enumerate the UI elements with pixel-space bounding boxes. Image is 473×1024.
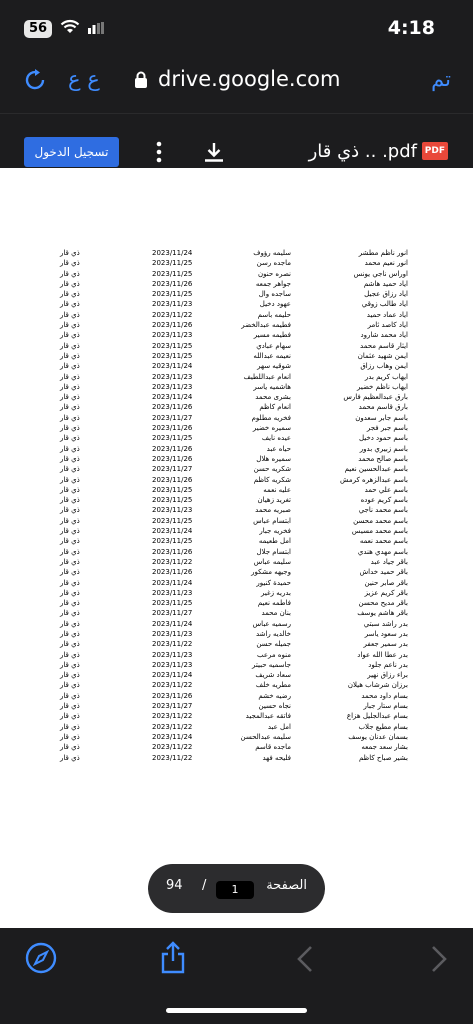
record-governorate: ذي قار xyxy=(60,465,80,474)
record-date: 2023/11/22 xyxy=(152,712,193,721)
record-governorate: ذي قار xyxy=(60,362,80,371)
record-mother-name: ابتسام جلال xyxy=(256,547,291,556)
table-row xyxy=(0,692,473,702)
record-mother-name: سليمه رؤوف xyxy=(253,249,291,257)
table-row xyxy=(0,579,473,589)
record-name: انور ناظم مطشر xyxy=(358,249,408,257)
record-mother-name: سهام عبادي xyxy=(256,341,291,350)
record-mother-name: بدريه زغير xyxy=(261,588,291,597)
page-separator: / xyxy=(202,878,207,893)
record-mother-name: نجاه حسين xyxy=(258,702,291,711)
download-icon[interactable] xyxy=(203,141,225,163)
page-indicator xyxy=(148,864,325,913)
table-row xyxy=(0,383,473,393)
record-name: باسم زبيري بدور xyxy=(359,444,408,453)
record-governorate: ذي قار xyxy=(60,434,80,443)
record-name: بدر عطا الله عواد xyxy=(357,650,408,659)
record-mother-name: ماجده قاسم xyxy=(255,743,291,752)
record-name: انور نعيم محمد xyxy=(364,259,408,268)
record-mother-name: ماجده رسن xyxy=(256,259,291,268)
record-name: باقر كريم عزيز xyxy=(364,588,408,597)
record-governorate: ذي قار xyxy=(60,372,80,381)
record-name: اياد عماد حميد xyxy=(366,310,408,319)
table-row xyxy=(0,486,473,496)
table-row xyxy=(0,599,473,609)
record-name: بدر ناعم جلود xyxy=(368,660,408,669)
record-name: باسم علي حمد xyxy=(364,485,408,494)
table-row xyxy=(0,445,473,455)
record-date: 2023/11/24 xyxy=(152,249,193,257)
record-mother-name: مطريه خلف xyxy=(255,681,291,690)
record-governorate: ذي قار xyxy=(60,712,80,721)
table-row xyxy=(0,671,473,681)
record-governorate: ذي قار xyxy=(60,351,80,360)
reader-text-size-button[interactable]: ع ع xyxy=(68,67,100,91)
record-date: 2023/11/22 xyxy=(152,640,193,649)
record-mother-name: عليه نعمه xyxy=(263,485,291,494)
table-row xyxy=(0,620,473,630)
record-date: 2023/11/25 xyxy=(152,537,193,546)
table-row xyxy=(0,280,473,290)
record-name: اياد كاصد ثامر xyxy=(367,321,408,330)
record-date: 2023/11/25 xyxy=(152,351,193,360)
record-governorate: ذي قار xyxy=(60,547,80,556)
table-row xyxy=(0,743,473,753)
pdf-page[interactable] xyxy=(0,168,473,928)
record-governorate: ذي قار xyxy=(60,568,80,577)
record-governorate: ذي قار xyxy=(60,588,80,597)
cellular-bars-icon xyxy=(88,22,104,34)
record-governorate: ذي قار xyxy=(60,599,80,608)
record-date: 2023/11/25 xyxy=(152,259,193,268)
record-governorate: ذي قار xyxy=(60,537,80,546)
record-date: 2023/11/23 xyxy=(152,660,193,669)
reload-icon[interactable] xyxy=(22,67,48,93)
record-date: 2023/11/24 xyxy=(152,527,193,536)
clock: 4:18 xyxy=(387,17,435,39)
record-mother-name: فطيمه مسير xyxy=(253,331,291,340)
record-mother-name: سميره خضير xyxy=(252,424,291,433)
record-governorate: ذي قار xyxy=(60,640,80,649)
record-name: باسم عبدالزهره كرمش xyxy=(339,475,408,484)
record-name: بسمان عدنان يوسف xyxy=(348,732,408,741)
record-governorate: ذي قار xyxy=(60,444,80,453)
table-row xyxy=(0,506,473,516)
record-governorate: ذي قار xyxy=(60,660,80,669)
total-pages: 94 xyxy=(166,878,183,893)
record-date: 2023/11/23 xyxy=(152,300,193,309)
file-name: ذي قار .. .pdf xyxy=(308,141,417,162)
done-button[interactable]: تم xyxy=(431,67,451,91)
record-date: 2023/11/23 xyxy=(152,331,193,340)
record-mother-name: بشرى محمد xyxy=(255,393,291,402)
record-mother-name: خالديه راشد xyxy=(255,629,291,638)
record-governorate: ذي قار xyxy=(60,629,80,638)
record-date: 2023/11/26 xyxy=(152,403,193,412)
record-governorate: ذي قار xyxy=(60,475,80,484)
browser-bottom-bar xyxy=(0,928,473,1024)
record-date: 2023/11/26 xyxy=(152,568,193,577)
table-row xyxy=(0,424,473,434)
record-mother-name: سعاد شريف xyxy=(255,671,291,680)
record-mother-name: فاطمه نعيم xyxy=(257,599,291,608)
record-date: 2023/11/26 xyxy=(152,547,193,556)
table-row xyxy=(0,311,473,321)
record-date: 2023/11/22 xyxy=(152,743,193,752)
record-table xyxy=(0,249,473,764)
record-name: بسام داود محمد xyxy=(361,691,408,700)
record-mother-name: سليمه عبدالحسن xyxy=(240,732,291,741)
record-name: باسم محمد ناجي xyxy=(358,506,408,515)
table-row xyxy=(0,661,473,671)
record-mother-name: رسميه عباس xyxy=(252,619,291,628)
url-bar xyxy=(0,55,473,113)
record-name: برزان شرشاب هيلان xyxy=(347,681,408,690)
record-name: بسام عبدالجليل هزاع xyxy=(346,712,408,721)
record-name: ايهاب كريم بدر xyxy=(364,372,408,381)
table-row xyxy=(0,568,473,578)
record-governorate: ذي قار xyxy=(60,681,80,690)
record-name: باسم صالح محمد xyxy=(358,454,408,463)
record-governorate: ذي قار xyxy=(60,671,80,680)
table-row xyxy=(0,754,473,764)
record-name: اياد رزاق عجيل xyxy=(364,290,408,299)
record-name: ايمن وهاب رزاق xyxy=(360,362,408,371)
record-governorate: ذي قار xyxy=(60,382,80,391)
record-date: 2023/11/26 xyxy=(152,691,193,700)
url-host[interactable] xyxy=(134,67,340,91)
record-date: 2023/11/23 xyxy=(152,650,193,659)
record-mother-name: هاشميه ياسر xyxy=(253,382,291,391)
record-governorate: ذي قار xyxy=(60,609,80,618)
record-mother-name: فاتقه عبدالمجيد xyxy=(245,712,291,721)
record-name: بارق عبدالعظيم فارس xyxy=(343,393,408,402)
record-date: 2023/11/25 xyxy=(152,485,193,494)
record-date: 2023/11/26 xyxy=(152,454,193,463)
table-row xyxy=(0,373,473,383)
drive-toolbar xyxy=(0,113,473,169)
record-name: اياد حميد هاشم xyxy=(363,279,408,288)
table-row xyxy=(0,362,473,372)
record-name: باسم مهدي هندي xyxy=(357,547,408,556)
record-name: ايهاب ناظم خضير xyxy=(357,382,408,391)
record-mother-name: فخريه جبار xyxy=(259,527,291,536)
table-row xyxy=(0,527,473,537)
record-mother-name: وجيهه مشكور xyxy=(251,568,291,577)
record-governorate: ذي قار xyxy=(60,290,80,299)
compass-icon[interactable] xyxy=(25,942,57,974)
record-name: باسم كريم عوده xyxy=(360,496,408,505)
record-mother-name: ابتسام عباس xyxy=(253,516,291,525)
record-governorate: ذي قار xyxy=(60,413,80,422)
record-date: 2023/11/24 xyxy=(152,578,193,587)
record-governorate: ذي قار xyxy=(60,722,80,731)
record-mother-name: شوقيه سهر xyxy=(257,362,291,371)
record-governorate: ذي قار xyxy=(60,331,80,340)
record-name: اوراس ناجي يونس xyxy=(353,269,408,278)
record-date: 2023/11/26 xyxy=(152,424,193,433)
record-name: بارق قاسم محمد xyxy=(358,403,408,412)
table-row xyxy=(0,630,473,640)
record-name: باسم جابر سعدون xyxy=(355,413,408,422)
record-mother-name: صبريه محمد xyxy=(255,506,291,515)
record-governorate: ذي قار xyxy=(60,269,80,278)
table-row xyxy=(0,723,473,733)
record-mother-name: حليمه باسم xyxy=(257,310,291,319)
table-row xyxy=(0,476,473,486)
table-row xyxy=(0,640,473,650)
home-indicator xyxy=(166,1008,307,1013)
record-date: 2023/11/26 xyxy=(152,444,193,453)
record-name: باقر صابر حنين xyxy=(364,578,408,587)
record-date: 2023/11/25 xyxy=(152,516,193,525)
record-governorate: ذي قار xyxy=(60,454,80,463)
record-date: 2023/11/25 xyxy=(152,341,193,350)
table-row xyxy=(0,455,473,465)
record-name: باسم جبر فجر xyxy=(366,424,408,433)
record-date: 2023/11/23 xyxy=(152,588,193,597)
record-mother-name: انعام كاظم xyxy=(259,403,291,412)
record-name: باسم محمد مسيس xyxy=(351,527,408,536)
record-date: 2023/11/26 xyxy=(152,475,193,484)
record-name: بشار سعد جمعه xyxy=(361,743,408,752)
record-governorate: ذي قار xyxy=(60,753,80,762)
table-row xyxy=(0,496,473,506)
record-date: 2023/11/25 xyxy=(152,434,193,443)
page-label: الصفحة xyxy=(266,878,307,893)
table-row xyxy=(0,393,473,403)
table-row xyxy=(0,609,473,619)
record-name: باقر هاشم يوسف xyxy=(357,609,408,618)
record-name: بدر سعود ياسر xyxy=(364,629,408,638)
record-date: 2023/11/27 xyxy=(152,413,193,422)
record-governorate: ذي قار xyxy=(60,691,80,700)
record-mother-name: نعيمه عبدالله xyxy=(253,351,291,360)
record-date: 2023/11/22 xyxy=(152,681,193,690)
record-date: 2023/11/25 xyxy=(152,599,193,608)
record-mother-name: عهود دخيل xyxy=(259,300,291,309)
record-mother-name: فليحه فهد xyxy=(262,753,291,762)
record-governorate: ذي قار xyxy=(60,485,80,494)
record-name: باقر حميد خداش xyxy=(359,568,408,577)
record-mother-name: تغريد زهيان xyxy=(257,496,291,505)
record-mother-name: جميله حسن xyxy=(256,640,291,649)
record-date: 2023/11/26 xyxy=(152,279,193,288)
record-mother-name: شكريه كاظم xyxy=(253,475,291,484)
record-mother-name: منوه مرعب xyxy=(256,650,291,659)
record-governorate: ذي قار xyxy=(60,578,80,587)
record-date: 2023/11/25 xyxy=(152,269,193,278)
table-row xyxy=(0,702,473,712)
record-mother-name: امل طعيمه xyxy=(258,537,291,546)
record-name: باقر جياد عبد xyxy=(370,557,408,566)
record-governorate: ذي قار xyxy=(60,650,80,659)
record-governorate: ذي قار xyxy=(60,393,80,402)
record-date: 2023/11/22 xyxy=(152,310,193,319)
record-date: 2023/11/25 xyxy=(152,496,193,505)
record-mother-name: ساجده وال xyxy=(258,290,291,299)
record-governorate: ذي قار xyxy=(60,743,80,752)
record-governorate: ذي قار xyxy=(60,424,80,433)
record-date: 2023/11/22 xyxy=(152,722,193,731)
table-row xyxy=(0,434,473,444)
record-date: 2023/11/22 xyxy=(152,753,193,762)
sign-in-button[interactable]: تسجيل الدخول xyxy=(24,137,119,167)
record-name: باقر مديح محسن xyxy=(358,599,408,608)
table-row xyxy=(0,517,473,527)
record-governorate: ذي قار xyxy=(60,310,80,319)
record-date: 2023/11/24 xyxy=(152,362,193,371)
record-name: باسم محمد محسن xyxy=(353,516,408,525)
table-row xyxy=(0,300,473,310)
record-mother-name: جاسميه حبيتر xyxy=(252,660,291,669)
record-date: 2023/11/23 xyxy=(152,506,193,515)
record-name: براء رزاق نهير xyxy=(367,671,408,680)
table-row xyxy=(0,465,473,475)
record-name: باسم عبدالحسين نعيم xyxy=(344,465,408,474)
record-governorate: ذي قار xyxy=(60,300,80,309)
more-icon[interactable] xyxy=(155,141,163,163)
record-name: بسام مطيع جلاب xyxy=(358,722,408,731)
record-mother-name: جواهر جمعه xyxy=(255,279,291,288)
table-row xyxy=(0,537,473,547)
table-row xyxy=(0,331,473,341)
table-row xyxy=(0,249,473,259)
table-row xyxy=(0,733,473,743)
record-governorate: ذي قار xyxy=(60,279,80,288)
record-governorate: ذي قار xyxy=(60,321,80,330)
record-governorate: ذي قار xyxy=(60,702,80,711)
table-row xyxy=(0,259,473,269)
record-governorate: ذي قار xyxy=(60,506,80,515)
record-mother-name: انعام عبداللطيف xyxy=(243,372,291,381)
record-name: اياد محمد شارود xyxy=(360,331,408,340)
record-governorate: ذي قار xyxy=(60,496,80,505)
lock-icon xyxy=(134,71,148,89)
record-name: ايمن شهيد عثمان xyxy=(357,351,408,360)
status-bar xyxy=(0,0,473,55)
url-host-text: drive.google.com xyxy=(158,67,341,91)
table-row xyxy=(0,712,473,722)
table-row xyxy=(0,270,473,280)
record-date: 2023/11/27 xyxy=(152,702,193,711)
table-row xyxy=(0,290,473,300)
record-governorate: ذي قار xyxy=(60,732,80,741)
record-date: 2023/11/23 xyxy=(152,629,193,638)
record-mother-name: سليمه عباس xyxy=(253,557,291,566)
record-governorate: ذي قار xyxy=(60,516,80,525)
record-mother-name: بنان محمد xyxy=(261,609,291,618)
forward-arrow-icon[interactable] xyxy=(430,944,448,974)
table-row xyxy=(0,342,473,352)
record-name: باسم محمد نعمه xyxy=(359,537,408,546)
wifi-icon xyxy=(60,19,80,35)
record-mother-name: فطيمه عبدالخضر xyxy=(241,321,291,330)
record-governorate: ذي قار xyxy=(60,341,80,350)
table-row xyxy=(0,321,473,331)
record-mother-name: نصره حنون xyxy=(258,269,291,278)
record-date: 2023/11/27 xyxy=(152,465,193,474)
record-name: بسام ستار جبار xyxy=(363,702,408,711)
record-name: اياد طالب زوقي xyxy=(361,300,408,309)
record-name: بشير صباح كاظم xyxy=(358,753,408,762)
table-row xyxy=(0,403,473,413)
record-date: 2023/11/23 xyxy=(152,372,193,381)
record-date: 2023/11/24 xyxy=(152,732,193,741)
record-name: بدر راشد سبتي xyxy=(363,619,408,628)
record-governorate: ذي قار xyxy=(60,527,80,536)
record-mother-name: سميره هلال xyxy=(256,454,291,463)
record-date: 2023/11/25 xyxy=(152,290,193,299)
record-date: 2023/11/22 xyxy=(152,557,193,566)
table-row xyxy=(0,548,473,558)
record-name: ايثار قاسم محمد xyxy=(360,341,408,350)
record-date: 2023/11/27 xyxy=(152,609,193,618)
table-row xyxy=(0,651,473,661)
table-row xyxy=(0,589,473,599)
share-icon[interactable] xyxy=(158,940,188,974)
record-mother-name: رضيه خشم xyxy=(258,691,291,700)
record-mother-name: امل عبد xyxy=(267,722,291,731)
record-mother-name: شكريه حسن xyxy=(253,465,291,474)
record-governorate: ذي قار xyxy=(60,403,80,412)
record-governorate: ذي قار xyxy=(60,259,80,268)
record-mother-name: فخريه مطلوم xyxy=(251,413,291,422)
record-date: 2023/11/26 xyxy=(152,321,193,330)
record-date: 2023/11/24 xyxy=(152,619,193,628)
pdf-badge-icon: PDF xyxy=(422,142,448,160)
record-name: باسم حمود دخيل xyxy=(358,434,408,443)
record-name: بدر سمير جعفر xyxy=(363,640,408,649)
table-row xyxy=(0,558,473,568)
record-date: 2023/11/23 xyxy=(152,382,193,391)
record-date: 2023/11/24 xyxy=(152,671,193,680)
table-row xyxy=(0,414,473,424)
record-governorate: ذي قار xyxy=(60,619,80,628)
record-mother-name: حميدة كنيور xyxy=(256,578,291,587)
record-mother-name: عيده نايف xyxy=(261,434,291,443)
table-row xyxy=(0,681,473,691)
record-date: 2023/11/24 xyxy=(152,393,193,402)
table-row xyxy=(0,352,473,362)
record-governorate: ذي قار xyxy=(60,557,80,566)
current-page-field[interactable]: 1 xyxy=(216,881,254,899)
back-arrow-icon[interactable] xyxy=(296,944,314,974)
record-governorate: ذي قار xyxy=(60,249,80,257)
signal-badge: 56 xyxy=(24,20,52,38)
record-mother-name: حياه عبد xyxy=(266,444,291,453)
